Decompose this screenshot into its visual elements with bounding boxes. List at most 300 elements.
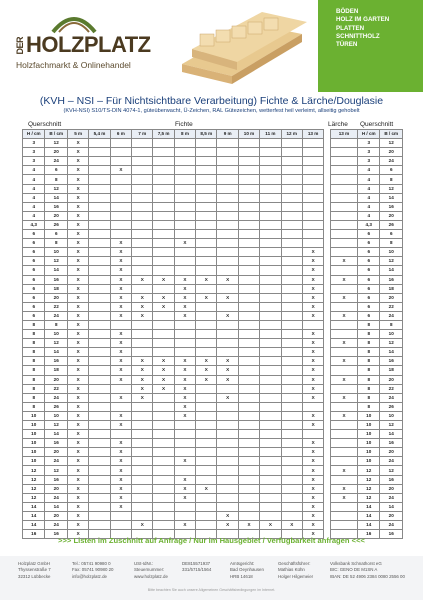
cell-height: 12 — [23, 466, 45, 475]
cell-fichte: X — [67, 457, 88, 466]
cell-fichte: X — [196, 484, 217, 493]
cell-fichte — [260, 448, 281, 457]
cell-fichte — [281, 257, 302, 266]
cell-laerche — [331, 384, 358, 393]
cell-width: 20 — [45, 484, 67, 493]
cell-fichte — [196, 202, 217, 211]
cell-fichte — [217, 220, 238, 229]
cell-width: 16 — [45, 439, 67, 448]
cell-fichte: X — [67, 384, 88, 393]
cell-fichte: X — [302, 366, 323, 375]
cell-fichte: X — [67, 139, 88, 148]
cell-width: 8 — [45, 320, 67, 329]
cell-fichte: X — [110, 357, 131, 366]
cell-fichte — [302, 184, 323, 193]
cell-fichte — [238, 139, 259, 148]
cell-width: 12 — [45, 466, 67, 475]
cell-width-right: 16 — [380, 357, 403, 366]
cell-fichte: X — [67, 275, 88, 284]
cell-fichte — [260, 402, 281, 411]
cell-fichte: X — [174, 411, 195, 420]
cell-fichte: X — [132, 302, 153, 311]
cell-height-right: 8 — [357, 366, 379, 375]
column-gap — [324, 202, 331, 211]
cell-fichte — [238, 193, 259, 202]
cell-fichte — [238, 421, 259, 430]
cell-fichte: X — [174, 357, 195, 366]
cell-fichte: X — [67, 430, 88, 439]
cell-fichte — [238, 366, 259, 375]
cell-fichte — [89, 220, 110, 229]
cell-fichte — [217, 448, 238, 457]
cell-width-right: 24 — [380, 311, 403, 320]
cell-fichte — [153, 175, 174, 184]
cell-fichte — [196, 311, 217, 320]
cell-fichte — [89, 266, 110, 275]
cell-laerche — [331, 148, 358, 157]
cell-fichte — [89, 320, 110, 329]
page-title: (KVH – NSI – Für Nichtsichtbare Verarbeitung) Fichte & Lärche/Douglasie — [39, 95, 384, 107]
cell-width: 24 — [45, 393, 67, 402]
cell-fichte: X — [174, 484, 195, 493]
cell-fichte: X — [174, 384, 195, 393]
cell-height-right: 10 — [357, 430, 379, 439]
column-gap — [324, 175, 331, 184]
cell-fichte — [217, 484, 238, 493]
cell-fichte — [132, 257, 153, 266]
cell-fichte: X — [67, 421, 88, 430]
cell-width-right: 14 — [380, 430, 403, 439]
cell-fichte: X — [67, 230, 88, 239]
column-gap — [324, 411, 331, 420]
cell-height-right: 4 — [357, 202, 379, 211]
cell-fichte — [281, 302, 302, 311]
cell-width-right: 16 — [380, 530, 403, 539]
cell-width-right: 6 — [380, 166, 403, 175]
cell-width: 6 — [45, 230, 67, 239]
cell-fichte — [281, 230, 302, 239]
cell-width-right: 10 — [380, 330, 403, 339]
cell-width: 22 — [45, 302, 67, 311]
cell-fichte: X — [153, 375, 174, 384]
cell-fichte — [132, 175, 153, 184]
cell-fichte — [217, 411, 238, 420]
cell-fichte: X — [174, 475, 195, 484]
cell-fichte — [260, 366, 281, 375]
cell-fichte: X — [153, 357, 174, 366]
cell-laerche — [331, 457, 358, 466]
cell-height: 6 — [23, 239, 45, 248]
table-row — [23, 148, 403, 157]
cell-fichte — [260, 148, 281, 157]
cell-height-right: 8 — [357, 348, 379, 357]
table-row — [23, 248, 403, 257]
cell-fichte — [174, 193, 195, 202]
column-gap — [324, 148, 331, 157]
cell-height-right: 4 — [357, 184, 379, 193]
cell-height: 6 — [23, 230, 45, 239]
cell-fichte — [89, 157, 110, 166]
cell-fichte: X — [67, 502, 88, 511]
cell-width: 12 — [45, 184, 67, 193]
cell-width-right: 20 — [380, 375, 403, 384]
cell-fichte — [302, 220, 323, 229]
cell-fichte — [153, 157, 174, 166]
cell-fichte — [89, 466, 110, 475]
cell-fichte — [132, 320, 153, 329]
cell-fichte: X — [110, 502, 131, 511]
cell-laerche — [331, 230, 358, 239]
cell-fichte — [153, 430, 174, 439]
cell-fichte: X — [196, 375, 217, 384]
cell-fichte — [153, 448, 174, 457]
cell-fichte: X — [67, 148, 88, 157]
cell-laerche — [331, 266, 358, 275]
cell-fichte: X — [174, 521, 195, 530]
column-gap — [324, 484, 331, 493]
cell-height: 8 — [23, 375, 45, 384]
table-row — [23, 475, 403, 484]
cell-fichte: X — [302, 493, 323, 502]
cell-height: 8 — [23, 402, 45, 411]
cell-fichte — [174, 248, 195, 257]
cell-height-right: 12 — [357, 466, 379, 475]
cell-fichte — [153, 348, 174, 357]
cell-height-right: 4 — [357, 175, 379, 184]
cell-height: 6 — [23, 275, 45, 284]
table-row — [23, 411, 403, 420]
footer-court: Amtsgericht: Bad Oeynhausen HRB 14618 — [230, 561, 264, 579]
cell-width-right: 20 — [380, 511, 403, 520]
cell-fichte — [281, 293, 302, 302]
cell-fichte — [302, 230, 323, 239]
cell-fichte: X — [110, 475, 131, 484]
cell-fichte — [302, 211, 323, 220]
cell-width-right: 16 — [380, 439, 403, 448]
cell-fichte: X — [302, 484, 323, 493]
column-gap — [324, 311, 331, 320]
cell-width: 12 — [45, 257, 67, 266]
cell-fichte — [260, 430, 281, 439]
table-row — [23, 502, 403, 511]
cell-height: 10 — [23, 421, 45, 430]
cell-fichte — [89, 357, 110, 366]
cell-laerche — [331, 248, 358, 257]
column-header: H / cm — [23, 130, 45, 139]
cell-fichte — [89, 521, 110, 530]
cell-fichte: X — [132, 393, 153, 402]
cell-fichte — [238, 184, 259, 193]
cell-fichte: X — [153, 366, 174, 375]
table-row — [23, 348, 403, 357]
cell-fichte: X — [67, 202, 88, 211]
cell-fichte — [196, 157, 217, 166]
cell-fichte — [260, 311, 281, 320]
cell-height: 6 — [23, 284, 45, 293]
cell-fichte: X — [67, 293, 88, 302]
footer-note: Bitte beachten Sie auch unsere Allgemeinen Geschäftsbedingungen im Internet. — [147, 588, 276, 592]
cell-fichte — [174, 430, 195, 439]
cell-fichte — [89, 484, 110, 493]
cell-height-right: 3 — [357, 157, 379, 166]
cell-fichte — [174, 220, 195, 229]
cell-fichte — [196, 184, 217, 193]
cell-fichte: X — [132, 366, 153, 375]
cell-fichte — [217, 257, 238, 266]
cell-fichte — [281, 320, 302, 329]
cell-fichte — [132, 193, 153, 202]
cell-fichte — [196, 411, 217, 420]
cell-fichte: X — [110, 266, 131, 275]
cell-fichte — [89, 493, 110, 502]
cell-fichte: X — [110, 166, 131, 175]
cell-fichte — [302, 139, 323, 148]
cell-fichte: X — [196, 366, 217, 375]
table-row — [23, 493, 403, 502]
cell-fichte — [217, 248, 238, 257]
cell-fichte: X — [302, 293, 323, 302]
cell-fichte — [89, 448, 110, 457]
cell-height-right: 14 — [357, 502, 379, 511]
cell-fichte — [132, 502, 153, 511]
cell-fichte — [89, 384, 110, 393]
cell-fichte — [281, 148, 302, 157]
cell-fichte — [174, 348, 195, 357]
cell-fichte — [132, 411, 153, 420]
cell-fichte — [89, 439, 110, 448]
cell-fichte — [132, 457, 153, 466]
column-gap — [324, 293, 331, 302]
cell-fichte: X — [67, 302, 88, 311]
cell-fichte — [174, 157, 195, 166]
cell-fichte: X — [132, 357, 153, 366]
cell-fichte: X — [217, 275, 238, 284]
cell-fichte — [196, 511, 217, 520]
footer-contact: Tel.: 05741 90980 0 Fax: 05741 90980 20 info@holzplatz.de — [72, 561, 114, 579]
cell-fichte: X — [132, 521, 153, 530]
cell-height: 6 — [23, 257, 45, 266]
cell-fichte — [238, 230, 259, 239]
cell-fichte — [89, 457, 110, 466]
cell-fichte — [260, 502, 281, 511]
cell-fichte: X — [217, 521, 238, 530]
cell-width: 24 — [45, 311, 67, 320]
cell-fichte — [153, 139, 174, 148]
cell-fichte: X — [67, 266, 88, 275]
cell-fichte — [153, 475, 174, 484]
cell-width-right: 14 — [380, 266, 403, 275]
cell-height: 3 — [23, 139, 45, 148]
cell-fichte — [174, 466, 195, 475]
cell-height: 6 — [23, 293, 45, 302]
cell-fichte — [238, 220, 259, 229]
cell-fichte: X — [67, 521, 88, 530]
cell-width: 26 — [45, 220, 67, 229]
cell-height: 8 — [23, 330, 45, 339]
cell-width: 26 — [45, 402, 67, 411]
cell-fichte — [281, 448, 302, 457]
column-header: 7 m — [132, 130, 153, 139]
cell-fichte: X — [132, 293, 153, 302]
cell-fichte — [196, 302, 217, 311]
table-row — [23, 266, 403, 275]
cell-width: 10 — [45, 330, 67, 339]
category-box — [318, 0, 423, 92]
cell-fichte — [217, 193, 238, 202]
column-gap — [324, 130, 331, 139]
column-header: 5,4 m — [89, 130, 110, 139]
cell-fichte — [238, 457, 259, 466]
cell-height: 4 — [23, 211, 45, 220]
cell-fichte — [238, 502, 259, 511]
cell-fichte — [260, 375, 281, 384]
table-row — [23, 239, 403, 248]
cell-laerche — [331, 239, 358, 248]
cell-fichte: X — [67, 366, 88, 375]
cell-width-right: 14 — [380, 193, 403, 202]
cell-height-right: 6 — [357, 275, 379, 284]
cell-fichte — [110, 148, 131, 157]
cell-fichte — [153, 239, 174, 248]
cell-width-right: 10 — [380, 411, 403, 420]
cell-fichte: X — [302, 393, 323, 402]
cell-fichte — [238, 375, 259, 384]
cell-width-right: 18 — [380, 366, 403, 375]
column-header: 8 m — [174, 130, 195, 139]
cell-fichte — [110, 220, 131, 229]
cell-fichte: X — [67, 466, 88, 475]
cell-fichte — [110, 184, 131, 193]
cell-fichte — [132, 475, 153, 484]
cell-fichte — [132, 421, 153, 430]
cell-fichte — [153, 220, 174, 229]
cell-laerche — [331, 202, 358, 211]
cell-fichte — [89, 284, 110, 293]
cell-fichte: X — [110, 375, 131, 384]
cell-fichte — [260, 266, 281, 275]
cell-height: 4,3 — [23, 220, 45, 229]
cell-fichte: X — [302, 339, 323, 348]
cell-fichte — [196, 521, 217, 530]
cell-fichte — [89, 193, 110, 202]
cell-height: 10 — [23, 457, 45, 466]
cell-fichte: X — [67, 311, 88, 320]
cell-height-right: 3 — [357, 139, 379, 148]
cell-fichte — [302, 193, 323, 202]
cell-fichte — [196, 421, 217, 430]
cell-fichte — [174, 211, 195, 220]
cell-fichte — [281, 375, 302, 384]
column-gap — [324, 266, 331, 275]
cell-fichte — [174, 175, 195, 184]
cell-fichte — [196, 239, 217, 248]
cell-fichte — [260, 230, 281, 239]
cell-fichte — [196, 220, 217, 229]
cell-height: 12 — [23, 475, 45, 484]
cell-width-right: 14 — [380, 348, 403, 357]
table-row — [23, 457, 403, 466]
cell-fichte — [281, 202, 302, 211]
column-gap — [324, 466, 331, 475]
cell-fichte — [217, 139, 238, 148]
table-row — [23, 257, 403, 266]
cell-fichte — [260, 175, 281, 184]
cell-fichte — [153, 330, 174, 339]
column-gap — [324, 348, 331, 357]
cell-fichte — [89, 402, 110, 411]
cell-width: 6 — [45, 166, 67, 175]
cell-fichte — [196, 339, 217, 348]
cell-laerche — [331, 220, 358, 229]
cell-fichte — [217, 421, 238, 430]
cell-fichte: X — [196, 357, 217, 366]
cell-fichte: X — [110, 293, 131, 302]
cell-width: 20 — [45, 211, 67, 220]
cell-fichte — [260, 330, 281, 339]
cell-fichte: X — [67, 339, 88, 348]
cell-fichte — [89, 375, 110, 384]
cell-fichte — [153, 266, 174, 275]
cell-width-right: 12 — [380, 339, 403, 348]
cell-height: 4 — [23, 202, 45, 211]
table-row — [23, 375, 403, 384]
cell-fichte: X — [302, 530, 323, 539]
cell-fichte — [89, 175, 110, 184]
cell-fichte — [302, 402, 323, 411]
cell-fichte — [132, 184, 153, 193]
cell-fichte: X — [174, 393, 195, 402]
cell-fichte — [174, 184, 195, 193]
cell-fichte — [132, 348, 153, 357]
cell-width: 24 — [45, 457, 67, 466]
cell-fichte — [302, 148, 323, 157]
cell-fichte — [110, 384, 131, 393]
cell-laerche — [331, 366, 358, 375]
cell-laerche — [331, 139, 358, 148]
cell-fichte — [260, 184, 281, 193]
cell-fichte — [217, 439, 238, 448]
cell-width: 20 — [45, 375, 67, 384]
cell-fichte — [89, 293, 110, 302]
cell-fichte — [281, 348, 302, 357]
cell-fichte: X — [153, 302, 174, 311]
cell-height-right: 6 — [357, 239, 379, 248]
cell-fichte — [196, 166, 217, 175]
cell-fichte — [110, 430, 131, 439]
cell-fichte — [174, 320, 195, 329]
cell-height-right: 6 — [357, 266, 379, 275]
cell-fichte — [153, 493, 174, 502]
table-row — [23, 193, 403, 202]
column-header: 12 m — [281, 130, 302, 139]
cell-fichte — [217, 239, 238, 248]
cell-fichte — [260, 166, 281, 175]
cell-fichte — [89, 411, 110, 420]
cell-fichte — [260, 284, 281, 293]
cell-laerche: X — [331, 411, 358, 420]
footer-bank: Volksbank Schnathorst eG BIC: GENO DE M1SN A IBAN: DE 52 4906 2384 0080 2556 00 — [330, 561, 405, 579]
cell-fichte: X — [174, 457, 195, 466]
cell-fichte — [260, 257, 281, 266]
cell-fichte: X — [110, 493, 131, 502]
cell-fichte: X — [217, 375, 238, 384]
cell-fichte: X — [217, 393, 238, 402]
cell-height-right: 8 — [357, 393, 379, 402]
cell-width-right: 24 — [380, 521, 403, 530]
cell-fichte — [132, 202, 153, 211]
cell-fichte — [281, 439, 302, 448]
cell-fichte — [260, 239, 281, 248]
